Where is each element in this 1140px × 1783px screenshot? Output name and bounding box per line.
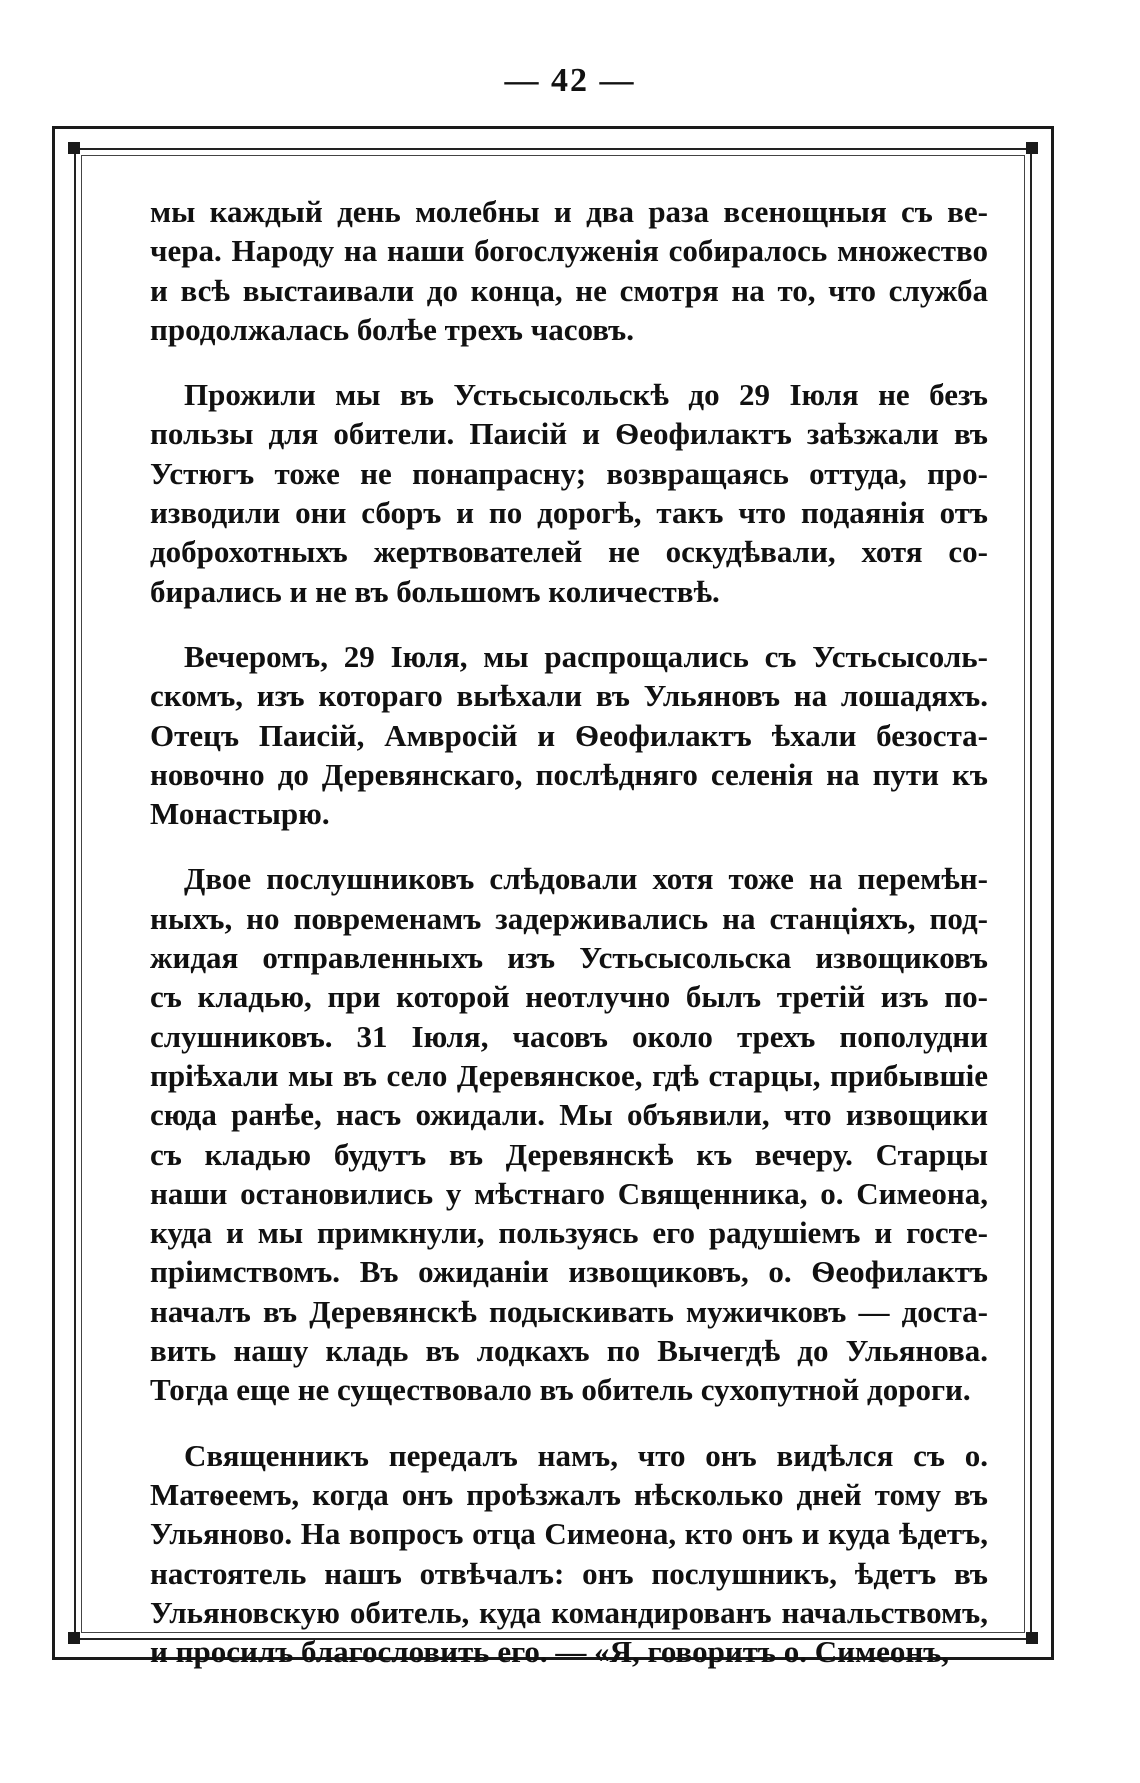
text-line: пріимствомъ. Въ ожиданіи извощиковъ, о. Ѳеофилактъ [150,1254,988,1290]
text-line: и просилъ благословить его. — «Я, говоритъ о. Симеонъ, [150,1634,950,1670]
text-line: ныхъ, но повременамъ задерживались на станціяхъ, под- [150,900,988,936]
paragraph-4 [150,859,988,1409]
text-line: куда и мы примкнули, пользуясь его радушіемъ и госте- [150,1215,988,1251]
text-line: чера. Народу на наши богослуженія собиралось множество [150,233,988,269]
corner-ornament-top-right [1026,142,1038,154]
text-line: Ульяново. На вопросъ отца Симеона, кто онъ и куда ѣдетъ, [150,1516,988,1552]
text-line: вить нашу кладь въ лодкахъ по Вычегдѣ до Ульянова. [150,1333,988,1369]
text-line: новочно до Деревянскаго, послѣдняго селенія на пути къ [150,756,988,792]
text-line: Ульяновскую обитель, куда командированъ начальствомъ, [150,1594,988,1630]
text-line: наши остановились у мѣстнаго Священника, о. Симеона, [150,1175,988,1211]
text-line: доброхотныхъ жертвователей не оскудѣвали, хотя со- [150,534,988,570]
text-line: мы каждый день молебны и два раза всенощныя съ ве- [150,194,988,229]
corner-ornament-bottom-right [1026,1632,1038,1644]
text-line: Тогда еще не существовало въ обитель сухопутной дороги. [150,1372,971,1408]
text-line: бирались и не въ большомъ количествѣ. [150,573,720,609]
text-line: Отецъ Паисій, Амвросій и Ѳеофилактъ ѣхали безоста- [150,717,988,753]
text-line: съ кладью, при которой неотлучно былъ третій изъ по- [150,979,988,1015]
text-line: изводили они сборъ и по дорогѣ, такъ что подаянія отъ [150,495,988,531]
text-line: Двое послушниковъ слѣдовали хотя тоже на перемѣн- [184,861,988,897]
text-line: скомъ, изъ котораго выѣхали въ Ульяновъ на лошадяхъ. [150,678,988,714]
text-line: пользы для обители. Паисій и Ѳеофилактъ заѣзжали въ [150,416,988,452]
corner-ornament-bottom-left [68,1632,80,1644]
body-text [150,192,988,1697]
text-line: началъ въ Деревянскѣ подыскивать мужичковъ — доста- [150,1293,988,1329]
text-line: настоятель нашъ отвѣчалъ: онъ послушникъ, ѣдетъ въ [150,1555,988,1591]
page-number: — 42 — [504,62,636,99]
text-line: сюда ранѣе, насъ ожидали. Мы объявили, что извощики [150,1097,988,1133]
text-line: Вечеромъ, 29 Іюля, мы распрощались съ Устьсысоль- [184,638,988,674]
text-line: и всѣ выстаивали до конца, не смотря на то, что служба [150,272,988,308]
text-line: жидая отправленныхъ изъ Устьсысольска извощиковъ [150,940,988,976]
paragraph-3 [150,637,988,833]
paragraph-5 [150,1436,988,1672]
paragraph-2 [150,375,988,611]
corner-ornament-top-left [68,142,80,154]
text-line: продолжалась болѣе трехъ часовъ. [150,311,634,347]
paragraph-1 [150,192,988,349]
text-line: Священникъ передалъ намъ, что онъ видѣлся съ о. [184,1437,988,1473]
text-line: Устюгъ тоже не понапрасну; возвращаясь оттуда, про- [150,455,988,491]
text-line: Прожили мы въ Устьсысольскѣ до 29 Іюля не безъ [184,377,988,413]
text-line: съ кладью будутъ въ Деревянскѣ къ вечеру. Старцы [150,1136,988,1172]
text-line: Монастырю. [150,796,330,832]
text-line: слушниковъ. 31 Іюля, часовъ около трехъ пополудни [150,1018,988,1054]
text-line: Матѳеемъ, когда онъ проѣзжалъ нѣсколько дней тому въ [150,1476,988,1512]
text-line: пріѣхали мы въ село Деревянское, гдѣ старцы, прибывшіе [150,1057,988,1093]
